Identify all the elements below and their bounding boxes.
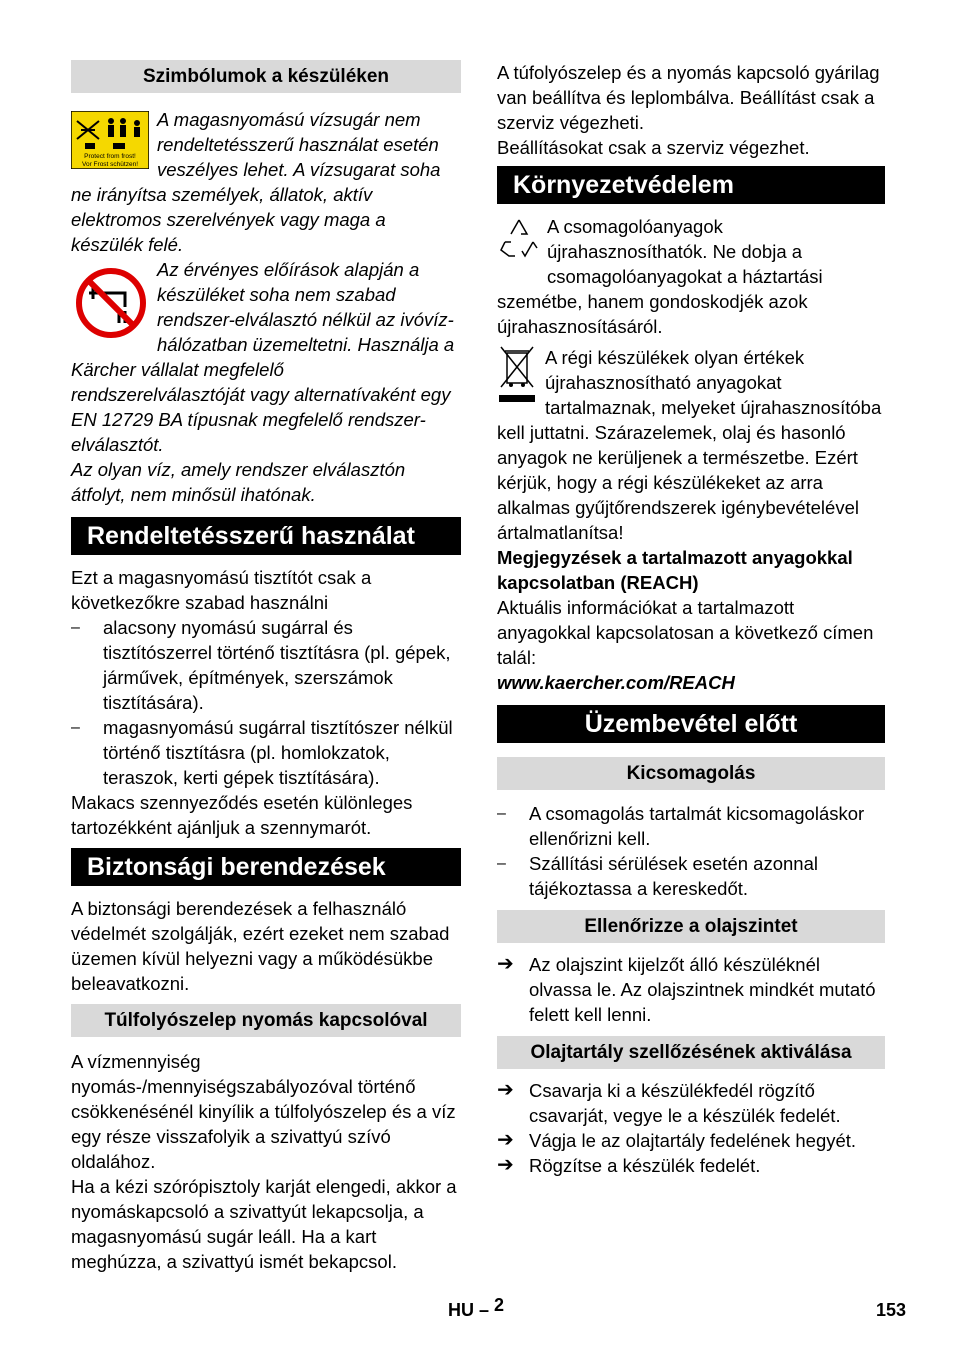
list-item: – Szállítási sérülések esetén azonnal tájékoztassa a kereskedőt. [497,851,885,901]
heading-intended-use: Rendeltetésszerű használat [71,517,461,555]
overflow-text-2: Ha a kézi szórópisztoly karját elengedi, akkor a nyomáskapcsoló a szivattyút lekapcsolja, a magasnyomású sugár leáll. Ha a kart meghúzza, a szivattyú ismét bekapcsol. [71,1176,457,1272]
page-number: 153 [876,1300,907,1320]
heading-overflow-valve: Túlfolyószelep nyomás kapcsolóval [71,1004,461,1037]
heading-environment: Környezetvédelem [497,166,885,204]
env-block-disposal [497,345,885,545]
arrow-right-icon: ➔ [497,1079,514,1101]
heading-safety-devices: Biztonsági berendezések [71,848,461,886]
heading-before-start: Üzembevétel előtt [497,705,885,743]
oil-check-list [497,952,885,1027]
unpacking-list [497,801,885,901]
arrow-right-icon: ➔ [497,953,514,975]
oil-vent-list [497,1078,885,1178]
list-item: – magasnyomású sugárral tisztítószer nélkül történő tisztításra (pl. homlokzatok, teraszok, kerti gépek tisztítására). [71,715,461,790]
heading-check-oil: Ellenőrizze a olajszintet [497,910,885,943]
symbol-2-text: Az érvényes előírások alapján a készüléket soha nem szabad rendszer-elválasztó nélkül az ivóvíz-hálózatban üzemeltetni. Használja a Kärcher vállalat megfelelő rendszerelválasztóját vagy alternatívaként egy EN 12729 BA típusnak megfelelő rendszer-elválasztót. [71,259,455,455]
symbol-3-text: Az olyan víz, amely rendszer elválasztón átfolyt, nem minősül ihatónak. [71,459,406,505]
symbol-block-2 [71,257,461,507]
safety-devices-text: A biztonsági berendezések a felhasználó védelmét szolgálják, ezért ezeket nem szabad üzemen kívül helyezni vagy a működésükbe beleavatkozni. [71,898,450,994]
recycling-icon [497,216,541,266]
symbol-block-1 [71,107,461,257]
crossed-bin-icon [497,345,537,411]
reach-text: Aktuális információkat a tartalmazott anyagokkal kapcsolatosan a következő címen talál: [497,597,874,668]
heading-oil-vent: Olajtartály szellőzésének aktiválása [497,1036,885,1069]
reach-heading: Megjegyzések a tartalmazott anyagokkal kapcsolatban (REACH) [497,547,853,593]
recycling-text: A csomagolóanyagok újrahasznosíthatók. Ne dobja a csomagolóanyagokat a háztartási szemétbe, hanem gondoskodjék azok újrahasznosításáról. [497,216,823,337]
no-drinking-water-connection-icon [73,267,149,345]
reach-link[interactable]: www.kaercher.com/REACH [497,672,735,693]
list-item: – A csomagolás tartalmát kicsomagoláskor ellenőrizni kell. [497,801,885,851]
intended-use-note: Makacs szennyeződés esetén különleges tartozékként ajánljuk a szennymarót. [71,792,413,838]
list-item: ➔ Az olajszint kijelzőt álló készüléknél olvassa le. Az olajszintnek mindkét mutató felett kell lenni. [497,953,876,1025]
footer-section-number: 2 [494,1295,505,1315]
list-item: ➔ Csavarja ki a készülékfedél rögzítő csavarját, vegye le a készülék fedelét. [497,1079,841,1126]
frost-label-de: Vor Frost schützen! [82,161,138,168]
overflow-text-1: A vízmennyiség nyomás-/mennyiségszabályozóval történő csökkenésénél kinyílik a túlfolyószelep és a víz egy része visszafolyik a szivattyú szívó oldalához. [71,1051,456,1172]
heading-unpacking: Kicsomagolás [497,757,885,790]
list-item: ➔ Vágja le az olajtartály fedelének hegyét. [497,1129,857,1151]
valve-setting-text: A túfolyószelep és a nyomás kapcsoló gyárilag van beállítva és leplombálva. Beállítást csak a szerviz végezheti. [497,62,880,133]
intended-use-list [71,615,461,790]
arrow-right-icon: ➔ [497,1154,514,1176]
frost-label-en: Protect from frost! [84,153,136,160]
heading-symbols: Szimbólumok a készüléken [71,60,461,93]
settings-service-text: Beállításokat csak a szerviz végezhet. [497,137,810,158]
arrow-right-icon: ➔ [497,1129,514,1151]
list-item: ➔ Rögzítse a készülék fedelét. [497,1154,761,1176]
footer-language: HU – 2 [448,1295,505,1320]
right-column [497,60,885,1178]
disposal-text: A régi készülékek olyan értékek újrahasznosítható anyagokat tartalmaznak, melyeket újrahasznosítóba kell juttatni. Szárazelemek, olaj és hasonló anyagok ne kerüljenek a természetbe. Ezért kérjük, hogy a régi készülékeket az arra alkalmas gyűjtőrendszerek igénybevételével ártalmatlanítsa! [497,347,882,543]
intended-use-intro: Ezt a magasnyomású tisztítót csak a következőkre szabad használni [71,567,372,613]
list-item: – alacsony nyomású sugárral és tisztítószerrel történő tisztításra (pl. gépek, járművek, építmények, szerszámok tisztítására). [71,615,461,715]
symbol-1-text: A magasnyomású vízsugár nem rendeltetésszerű használat esetén veszélyes lehet. A vízsugarat soha ne irányítsa személyek, állatok, aktív elektromos szerelvények vagy maga a készülék felé. [71,109,441,255]
env-block-recycling [497,214,885,339]
high-pressure-warning-icon [71,111,149,175]
left-column [71,60,461,1274]
